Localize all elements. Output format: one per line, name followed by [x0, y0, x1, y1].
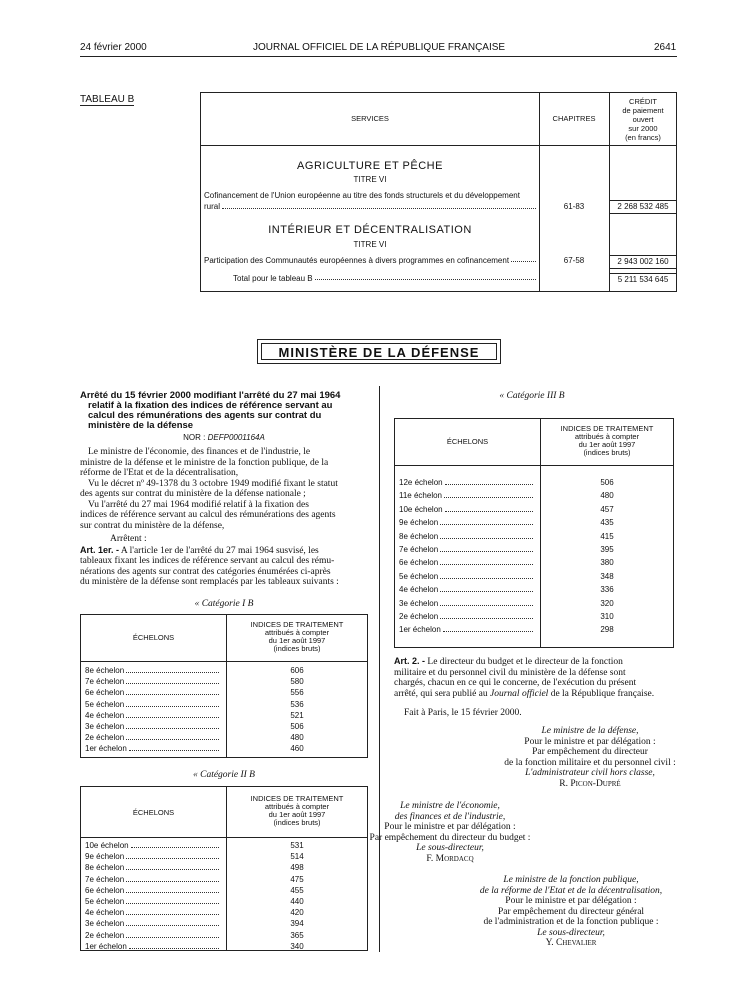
table-row: [85, 908, 221, 918]
table-row: [399, 558, 535, 568]
signature-economie: Le ministre de l'économie, des finances et de l'industrie, Pour le ministre et par délégation : Par empêchement du directeur du budget : Le sous-directeur, F. Mordacq: [369, 801, 531, 864]
indice-value: 498: [290, 863, 304, 873]
journal-title: JOURNAL OFFICIEL DE LA RÉPUBLIQUE FRANÇAISE: [253, 42, 506, 53]
echelon-label: 3e échelon: [85, 722, 125, 731]
indice-value: 435: [600, 518, 614, 528]
table-cat-iiib: ÉCHELONS INDICES DE TRAITEMENT attribués à compter du 1er août 1997 (indices bruts) 12e échelon 506 11e échelon 480 10e échelon 457 9e échelon 435 8e échelon 415 7e échelon 395 6e échelon 380 5e échelon 348 4e échelon 336 3e échelon 320 2e échelon 310 1er échelon 298: [394, 418, 674, 648]
indice-value: 336: [600, 585, 614, 595]
indice-value: 310: [600, 612, 614, 621]
header-date: 24 février 2000: [80, 42, 147, 53]
indice-value: 380: [600, 558, 614, 568]
echelon-label: 11e échelon: [399, 491, 442, 501]
table-row: [399, 599, 535, 609]
table-row: [399, 532, 535, 542]
echelon-label: 3e échelon: [399, 598, 439, 608]
fait-a-paris: Fait à Paris, le 15 février 2000.: [404, 708, 522, 718]
indice-value: 457: [600, 504, 614, 514]
indice-value: 536: [290, 699, 304, 709]
table-row: [85, 700, 221, 710]
indice-value: 480: [600, 491, 614, 501]
echelon-label: 5e échelon: [399, 571, 439, 581]
table-row: [399, 572, 535, 582]
section-agriculture: AGRICULTURE ET PÊCHE: [297, 160, 443, 172]
indice-value: 394: [290, 919, 304, 929]
arrete-body: Le ministre de l'économie, des finances et de l'industrie, le ministre de la défense et le ministre de la fonction publique, de la réforme de l'Etat et de la décentralisation, Vu le décret nº 49-1378 du 3 octobre 1949 modifié fixant le statut des agents sur contrat du ministère de la défense nationale ; Vu l'arrêté du 27 mai 1964 modifié relatif à la fixation des indices de référence servant au calcul des rémunérations des agents sur contrat du ministère de la défense, Arrêtent : Art. 1er. - A l'article 1er de l'arrêté du 27 mai 1964 susvisé, les tableaux fixant les indices de référence servant au calcul des rému- nérations des agents sur contrat des catégories énumérées ci-après du ministère de la défense sont remplacés par les tableaux suivants :: [80, 447, 339, 587]
table-row: [85, 677, 221, 687]
indice-value: 606: [290, 666, 304, 675]
tableau-b-label: TABLEAU B: [80, 94, 135, 105]
indice-value: 365: [290, 930, 304, 940]
echelon-label: 4e échelon: [85, 908, 125, 918]
indice-value: 460: [290, 744, 304, 754]
table-row: [85, 942, 221, 952]
indice-value: 556: [290, 688, 304, 698]
total-line: Total pour le tableau B: [233, 274, 538, 283]
table-cat-iib: ÉCHELONS INDICES DE TRAITEMENT attribués à compter du 1er août 1997 (indices bruts) 10e échelon 531 9e échelon 514 8e échelon 498 7e échelon 475 6e échelon 455 5e échelon 440 4e échelon 420 3e échelon 394 2e échelon 365 1er échelon 340: [80, 786, 368, 951]
agriculture-line: Cofinancement de l'Union européenne au titre des fonds structurels et du développement rural: [204, 190, 538, 212]
table-row: [399, 612, 535, 622]
echelon-label: 2e échelon: [85, 733, 125, 743]
table-row: [85, 919, 221, 929]
col-credit: CRÉDIT de paiement ouvert sur 2000 (en francs): [622, 97, 664, 142]
indice-value: 506: [290, 722, 304, 731]
tableau-b: [200, 92, 677, 292]
table-row: [85, 875, 221, 885]
page-number: 2641: [654, 42, 677, 53]
table-row: [399, 505, 535, 515]
echelon-label: 4e échelon: [399, 585, 439, 595]
table-row: [85, 886, 221, 896]
table-row: [85, 841, 221, 851]
column-divider: [379, 386, 380, 952]
table-row: [399, 625, 535, 635]
table-cat-ib: ÉCHELONS INDICES DE TRAITEMENT attribués à compter du 1er août 1997 (indices bruts) 8e échelon 606 7e échelon 580 6e échelon 556 5e échelon 536 4e échelon 521 3e échelon 506 2e échelon 480 1er échelon 460: [80, 614, 368, 758]
table-row: [85, 666, 221, 676]
echelon-label: 7e échelon: [85, 677, 125, 687]
interieur-chapitre: 67-58: [563, 256, 585, 265]
arrete-title: Arrêté du 15 février 2000 modifiant l'arrêté du 27 mai 1964 relatif à la fixation des indices de référence servant au calcul des rémunérations des agents sur contrat du ministère de la défense: [80, 390, 341, 431]
indice-value: 348: [600, 571, 614, 581]
section-interieur-titre: TITRE VI: [353, 240, 387, 249]
indice-value: 506: [600, 478, 614, 487]
section-interieur: INTÉRIEUR ET DÉCENTRALISATION: [268, 224, 472, 236]
indice-value: 415: [600, 531, 614, 541]
caption-cat-iib: « Catégorie II B: [192, 770, 255, 780]
table-row: [399, 478, 535, 488]
interieur-credit: 2 943 002 160: [609, 255, 677, 269]
echelon-label: 10e échelon: [399, 504, 443, 514]
table-row: [85, 931, 221, 941]
table-row: [399, 585, 535, 595]
caption-cat-iiib: « Catégorie III B: [499, 391, 565, 401]
col-services: SERVICES: [351, 114, 389, 123]
indice-value: 480: [290, 733, 304, 743]
echelon-label: 1er échelon: [85, 744, 127, 754]
table-row: [85, 711, 221, 721]
section-agriculture-titre: TITRE VI: [353, 175, 387, 184]
total-credit: 5 211 534 645: [609, 273, 677, 286]
indice-value: 580: [290, 677, 304, 687]
table-row: [85, 688, 221, 698]
table-row: [85, 852, 221, 862]
echelon-label: 4e échelon: [85, 710, 125, 720]
interieur-line: Participation des Communautés européennes à divers programmes en cofinancement: [204, 256, 538, 265]
echelon-label: 7e échelon: [399, 545, 439, 554]
echelon-label: 5e échelon: [85, 699, 125, 709]
echelon-label: 8e échelon: [85, 863, 125, 873]
indice-value: 514: [290, 852, 304, 862]
echelon-label: 10e échelon: [85, 841, 129, 850]
indice-value: 475: [290, 874, 304, 884]
table-row: [399, 518, 535, 528]
echelon-label: 3e échelon: [85, 919, 125, 929]
indice-value: 420: [290, 908, 304, 918]
table-row: [85, 733, 221, 743]
agriculture-credit: 2 268 532 485: [609, 200, 677, 214]
table-row: [85, 722, 221, 732]
echelon-label: 8e échelon: [399, 531, 439, 541]
echelon-label: 9e échelon: [399, 518, 439, 528]
ministry-banner: MINISTÈRE DE LA DÉFENSE: [257, 339, 501, 364]
echelon-label: 6e échelon: [85, 688, 125, 698]
table-row: [85, 744, 221, 754]
echelon-label: 2e échelon: [399, 612, 439, 621]
header-rule: [80, 56, 677, 57]
table-row: [85, 897, 221, 907]
agriculture-chapitre: 61-83: [563, 202, 585, 211]
indice-value: 298: [600, 625, 614, 635]
echelon-label: 6e échelon: [85, 885, 125, 895]
echelon-label: 7e échelon: [85, 874, 125, 884]
echelon-label: 6e échelon: [399, 558, 439, 568]
indice-value: 521: [290, 710, 304, 720]
table-row: [399, 545, 535, 555]
col-chapitres: CHAPITRES: [552, 114, 596, 123]
echelon-label: 1er échelon: [399, 625, 441, 635]
indice-value: 455: [290, 885, 304, 895]
signature-fonction-publique: Le ministre de la fonction publique, de la réforme de l'Etat et de la décentralisation, Pour le ministre et par délégation : Par empêchement du directeur général de l'administration et de la fonction publique : Le sous-directeur, Y. Chevalier: [479, 875, 663, 948]
table-row: [399, 491, 535, 501]
nor-line: NOR : DEFP0001164A: [183, 433, 265, 442]
indice-value: 340: [290, 941, 304, 951]
echelon-label: 8e échelon: [85, 666, 125, 675]
caption-cat-ib: « Catégorie I B: [194, 599, 254, 609]
echelon-label: 1er échelon: [85, 941, 127, 951]
indice-value: 395: [600, 545, 614, 554]
indice-value: 440: [290, 897, 304, 906]
signature-defense: Le ministre de la défense, Pour le ministre et par délégation : Par empêchement du directeur de la fonction militaire et du personnel civil : L'administrateur civil hors classe, R. Picon-Dupré: [504, 726, 676, 789]
table-row: [85, 863, 221, 873]
echelon-label: 5e échelon: [85, 897, 125, 906]
echelon-label: 9e échelon: [85, 852, 125, 862]
article-2: Art. 2. - Le directeur du budget et le directeur de la fonction militaire et du personnel civil du ministère de la défense sont chargés, chacun en ce qui le concerne, de l'exécution du présent arrêté, qui sera publié au Journal officiel de la République française.: [394, 656, 655, 699]
indice-value: 320: [600, 598, 614, 608]
echelon-label: 12e échelon: [399, 478, 443, 487]
indice-value: 531: [290, 841, 304, 850]
echelon-label: 2e échelon: [85, 930, 125, 940]
